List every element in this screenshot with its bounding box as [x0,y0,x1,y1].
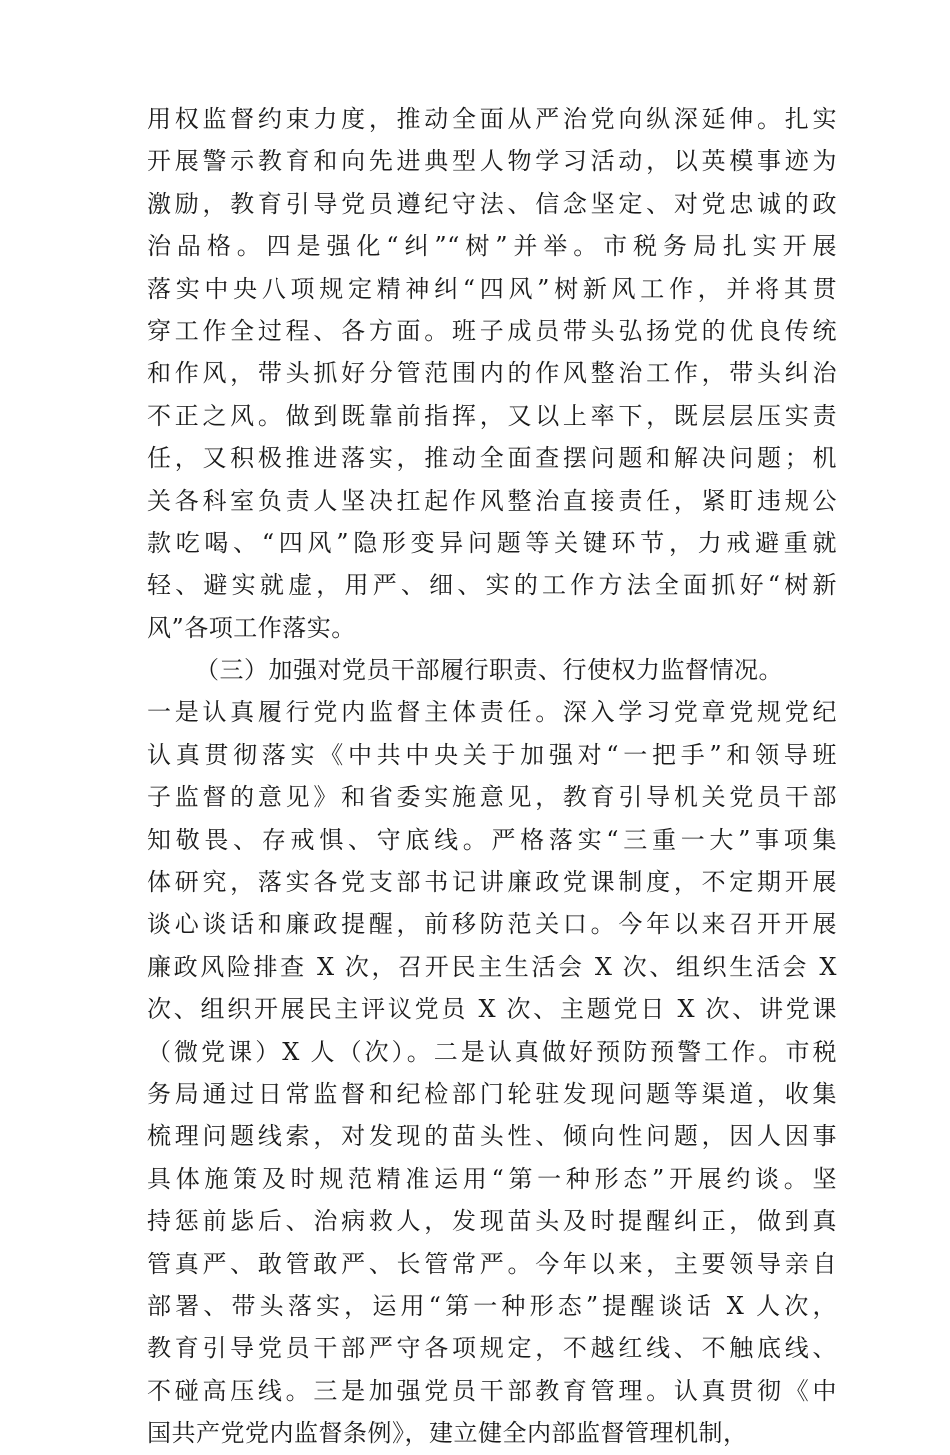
text-line: 梳理问题线索，对发现的苗头性、倾向性问题，因人因事 [147,1122,837,1151]
text-line: 认真贯彻落实《中共中央关于加强对“一把手”和领导班 [147,740,837,769]
text-line: 国共产党党内监督条例》，建立健全内部监督管理机制， [147,1419,748,1448]
text-line: 部署、带头落实，运用“第一种形态”提醒谈话 X 人次， [147,1291,837,1320]
text-line: 不碰高压线。三是加强党员干部教育管理。认真贯彻《中 [147,1376,837,1405]
text-line: 落实中央八项规定精神纠“四风”树新风工作，并将其贯 [147,274,837,303]
text-line: 知敬畏、存戒惧、守底线。严格落实“三重一大”事项集 [147,825,837,854]
paragraph-section-three [147,649,837,1454]
text-line: （三）加强对党员干部履行职责、行使权力监督情况。 [195,656,783,685]
text-line: 一是认真履行党内监督主体责任。深入学习党章党规党纪 [147,698,837,727]
text-line: 持惩前毖后、治病救人，发现苗头及时提醒纠正，做到真 [147,1207,837,1236]
text-line: 轻、避实就虚，用严、细、实的工作方法全面抓好“树新 [147,571,837,600]
text-line: 体研究，落实各党支部书记讲廉政党课制度，不定期开展 [147,868,837,897]
paragraph-continuation [147,98,837,649]
text-line: 教育引导党员干部严守各项规定，不越红线、不触底线、 [147,1334,837,1363]
text-line: 和作风，带头抓好分管范围内的作风整治工作，带头纠治 [147,359,837,388]
document-page [147,98,837,1455]
text-line: 管真严、敢管敢严、长管常严。今年以来，主要领导亲自 [147,1249,837,1278]
text-line: 子监督的意见》和省委实施意见，教育引导机关党员干部 [147,783,837,812]
text-line: 廉政风险排查 X 次，召开民主生活会 X 次、组织生活会 X [147,952,837,981]
text-line: 务局通过日常监督和纪检部门轮驻发现问题等渠道，收集 [147,1079,837,1108]
text-line: 风”各项工作落实。 [147,613,356,642]
text-line: 关各科室负责人坚决扛起作风整治直接责任，紧盯违规公 [147,486,837,515]
text-line: 用权监督约束力度，推动全面从严治党向纵深延伸。扎实 [147,105,837,133]
text-line: 穿工作全过程、各方面。班子成员带头弘扬党的优良传统 [147,316,837,345]
text-line: （微党课）X 人（次）。二是认真做好预防预警工作。市税 [147,1037,837,1066]
text-line: 任，又积极推进落实，推动全面查摆问题和解决问题；机 [147,444,837,473]
text-line: 开展警示教育和向先进典型人物学习活动，以英模事迹为 [147,147,837,176]
text-line: 治品格。四是强化“纠”“树”并举。市税务局扎实开展 [147,232,837,261]
text-line: 具体施策及时规范精准运用“第一种形态”开展约谈。坚 [147,1164,837,1193]
text-line: 激励，教育引导党员遵纪守法、信念坚定、对党忠诚的政 [147,189,837,218]
text-line: 不正之风。做到既靠前指挥，又以上率下，既层层压实责 [147,401,837,430]
text-line: 款吃喝、“四风”隐形变异问题等关键环节，力戒避重就 [147,528,837,557]
text-line: 谈心谈话和廉政提醒，前移防范关口。今年以来召开开展 [147,910,837,939]
text-line: 次、组织开展民主评议党员 X 次、主题党日 X 次、讲党课 [147,995,837,1024]
